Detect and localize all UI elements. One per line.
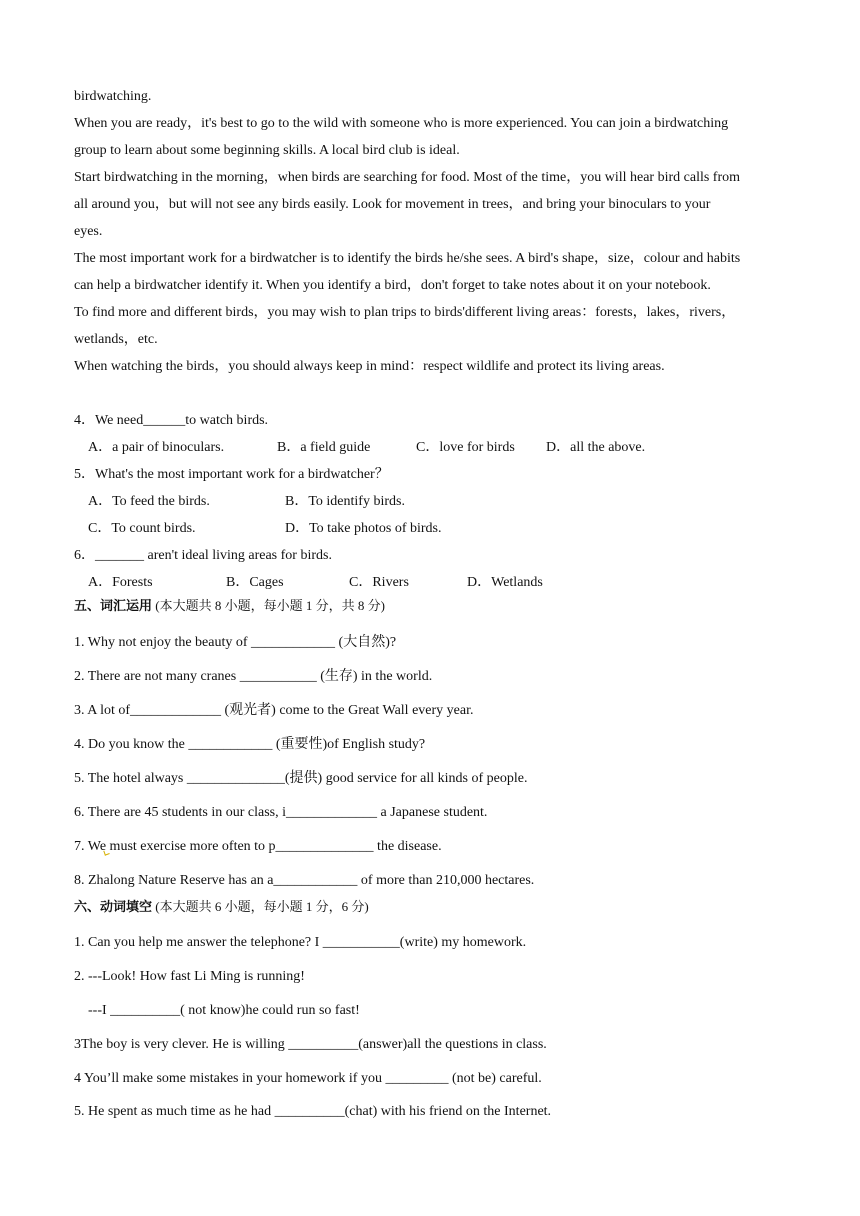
exercise-item: 4. Do you know the ____________ (重要性)of English study? xyxy=(74,737,426,752)
question-stem: 5．What's the most important work for a birdwatcher？ xyxy=(74,467,389,482)
section-heading xyxy=(74,597,385,616)
section-number: 六、 xyxy=(74,900,101,915)
exercise-item: 6. There are 45 students in our class, i_____________ a Japanese student. xyxy=(74,805,488,820)
question-stem: 6．_______ aren't ideal living areas for birds. xyxy=(74,548,332,563)
section-note: (本大题共 8 小题，每小题 1 分，共 8 分) xyxy=(155,598,385,613)
question-option: D．all the above. xyxy=(546,440,646,455)
question-option: A．a pair of binoculars. xyxy=(88,440,225,455)
exercise-item: 4 You’ll make some mistakes in your homework if you _________ (not be) careful. xyxy=(74,1071,542,1086)
passage-line: When watching the birds，you should always keep in mind：respect wildlife and protect its living areas. xyxy=(74,359,665,374)
passage-line: Start birdwatching in the morning，when birds are searching for food. Most of the time，you will hear bird calls from xyxy=(74,170,741,185)
passage-line: eyes. xyxy=(74,224,103,239)
exercise-item: 2. ---Look! How fast Li Ming is running! xyxy=(74,969,305,984)
question-option: B．To identify birds. xyxy=(285,494,405,509)
exercise-item: ---I __________( not know)he could run so fast! xyxy=(74,1003,360,1018)
passage-line: group to learn about some beginning skills. A local bird club is ideal. xyxy=(74,143,460,158)
section-heading xyxy=(74,898,369,917)
section-title: 词汇运用 xyxy=(100,599,153,614)
passage-line: To find more and different birds，you may wish to plan trips to birds'different living areas：forests，lakes，rivers， xyxy=(74,305,736,320)
question-option: D．To take photos of birds. xyxy=(285,521,442,536)
question-option: A．To feed the birds. xyxy=(88,494,210,509)
exercise-item: 2. There are not many cranes ___________ (生存) in the world. xyxy=(74,669,433,684)
section-title: 动词填空 xyxy=(100,900,153,915)
passage-line: wetlands，etc. xyxy=(74,332,158,347)
section-number: 五、 xyxy=(74,599,101,614)
question-option: C．To count birds. xyxy=(88,521,196,536)
question-option: B．Cages xyxy=(226,575,284,590)
exercise-item: 7. We must exercise more often to p______________ the disease. xyxy=(74,839,442,854)
passage-line: can help a birdwatcher identify it. When you identify a bird，don't forget to take notes about it on your notebook. xyxy=(74,278,711,293)
question-option: C．love for birds xyxy=(416,440,515,455)
passage-line: birdwatching. xyxy=(74,89,152,104)
question-stem: 4．We need______to watch birds. xyxy=(74,413,269,428)
passage-line: The most important work for a birdwatcher is to identify the birds he/she sees. A bird's shape，size，colour and habits xyxy=(74,251,741,266)
exercise-item: 1. Can you help me answer the telephone? I ___________(write) my homework. xyxy=(74,935,527,950)
question-option: D．Wetlands xyxy=(467,575,543,590)
question-option: A．Forests xyxy=(88,575,153,590)
exercise-item: 3The boy is very clever. He is willing __________(answer)all the questions in class. xyxy=(74,1037,547,1052)
passage-line: all around you，but will not see any birds easily. Look for movement in trees，and bring your binoculars to your xyxy=(74,197,711,212)
question-option: C．Rivers xyxy=(349,575,409,590)
exercise-item: 5. The hotel always ______________(提供) good service for all kinds of people. xyxy=(74,771,528,786)
exercise-item: 3. A lot of_____________ (观光者) come to the Great Wall every year. xyxy=(74,703,474,718)
passage-line: When you are ready，it's best to go to the wild with someone who is more experienced. You can join a birdwatching xyxy=(74,116,729,131)
exercise-item: 5. He spent as much time as he had __________(chat) with his friend on the Internet. xyxy=(74,1104,552,1119)
exercise-item: 8. Zhalong Nature Reserve has an a____________ of more than 210,000 hectares. xyxy=(74,873,535,888)
section-note: (本大题共 6 小题，每小题 1 分，6 分) xyxy=(155,899,369,914)
exercise-item: 1. Why not enjoy the beauty of ____________ (大自然)? xyxy=(74,635,397,650)
question-option: B．a field guide xyxy=(277,440,371,455)
